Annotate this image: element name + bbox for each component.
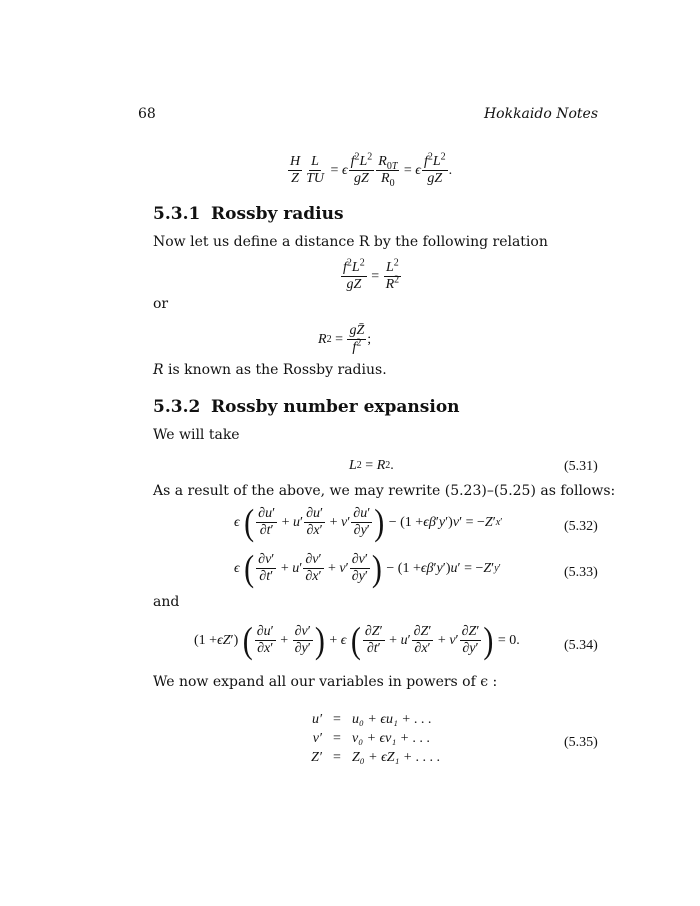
section-number: 5.3.2: [153, 397, 201, 417]
equals-sign: =: [333, 731, 341, 746]
paragraph-expand: We now expand all our variables in powers of ϵ :: [153, 674, 498, 690]
equation-number: (5.33): [564, 565, 598, 580]
page-number: 68: [138, 106, 156, 122]
rossby-relation-equation: $\frac{f^2L^2}{gZ}$ = $\frac{L^2}{R^2}$: [343, 257, 400, 292]
equation-5-33: ϵ ( $\frac{\partial v'}{\partial t'}$ + u ′ $\frac{\partial v'}{\partial x'}$ + v ′ $\frac{\partial v'}{\partial y'}$ ) − (1 + ϵβ ′ y ′) u ′ = − Z ′ y′: [234, 547, 501, 589]
running-title: Hokkaido Notes: [483, 106, 598, 122]
paragraph-we-will-take: We will take: [153, 427, 240, 443]
equals-sign: =: [333, 750, 341, 765]
equation-number: (5.32): [564, 519, 598, 534]
section-heading-5-3-1: [153, 204, 344, 224]
variable-r: R: [153, 362, 164, 378]
equation-number: (5.34): [564, 638, 598, 653]
equation-number: (5.31): [564, 459, 598, 474]
section-title: Rossby radius: [211, 204, 344, 224]
section-number: 5.3.1: [153, 204, 201, 224]
rossby-radius-equation: R 2 = $\frac{gZ̄}{f^2}$ ;: [318, 323, 372, 355]
expansion-rhs: Z₀ + ϵZ₁ + . . . .: [352, 750, 441, 765]
paragraph-rossby-radius: [153, 361, 387, 379]
expansion-lhs: v′: [312, 731, 322, 746]
and-text: and: [153, 594, 180, 610]
paragraph-define-distance: Now let us define a distance R by the following relation: [153, 234, 548, 250]
expansion-lhs: Z′: [311, 750, 322, 765]
expansion-array: [282, 712, 512, 766]
scale-equation: $\frac{H}{Z}$ $\frac{L}{TU}$ = ϵ $\frac{f^2L^2}{gZ}$ $\frac{R_{0T}}{R_0}$ = ϵ $\frac{f^2L^2}{gZ}$ .: [290, 151, 453, 189]
equation-number: (5.35): [564, 735, 598, 750]
expansion-lhs: u′: [311, 712, 322, 727]
equals-sign: =: [333, 712, 341, 727]
or-text: or: [153, 296, 169, 312]
paragraph-rewrite: As a result of the above, we may rewrite (5.23)–(5.25) as follows:: [153, 483, 616, 499]
equation-5-32: ϵ ( $\frac{\partial u'}{\partial t'}$ + u ′ $\frac{\partial u'}{\partial x'}$ + v ′ $\frac{\partial u'}{\partial y'}$ ) − (1 + ϵβ ′ y ′) v ′ = − Z ′ x′: [234, 501, 503, 543]
rossby-radius-text: is known as the Rossby radius.: [163, 362, 387, 378]
expansion-rhs: v₀ + ϵv₁ + . . .: [352, 731, 431, 746]
equation-5-31: L 2 = R 2 .: [349, 458, 394, 473]
expansion-rhs: u₀ + ϵu₁ + . . .: [352, 712, 432, 727]
section-heading-5-3-2: [153, 397, 460, 417]
section-title: Rossby number expansion: [211, 397, 460, 417]
equation-5-34: (1 + ϵZ ′) ( $\frac{\partial u'}{\partial x'}$ + $\frac{\partial v'}{\partial y'}$ ) + ϵ ( $\frac{\partial Z'}{\partial t'}$ + u ′ $\frac{\partial Z'}{\partial x'}$ + v ′ $\frac{\partial Z'}{\partial y'}$ ) = 0.: [194, 619, 520, 661]
